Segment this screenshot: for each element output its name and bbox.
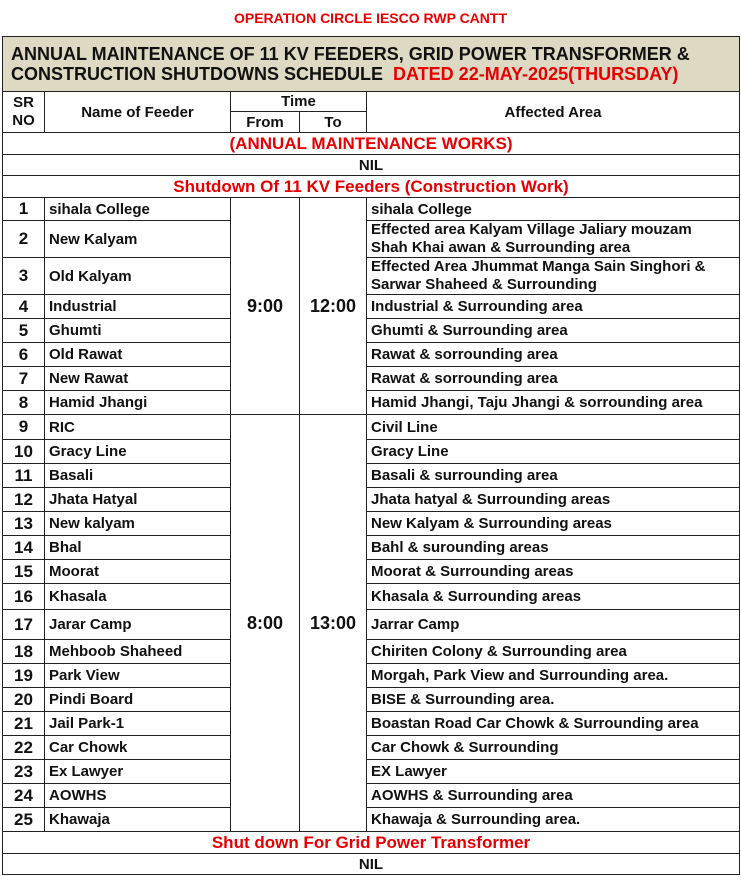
table-row bbox=[3, 664, 740, 688]
table-row bbox=[3, 198, 740, 221]
table-row bbox=[3, 391, 740, 415]
col-time-header: Time bbox=[231, 92, 367, 112]
table-row bbox=[3, 343, 740, 367]
feeder-name: Basali bbox=[45, 464, 231, 488]
feeder-name: Khasala bbox=[45, 584, 231, 610]
annual-nil-row bbox=[3, 155, 740, 176]
table-row bbox=[3, 808, 740, 832]
table-row bbox=[3, 258, 740, 295]
feeder-name: Jarar Camp bbox=[45, 610, 231, 640]
table-row bbox=[3, 367, 740, 391]
affected-area-line-1: Effected area Kalyam Village Jaliary mouzam bbox=[371, 221, 692, 238]
affected-area: Khawaja & Surrounding area. bbox=[367, 808, 740, 832]
affected-area: Rawat & sorrounding area bbox=[367, 367, 740, 391]
sr-number: 5 bbox=[3, 319, 45, 343]
affected-area: Hamid Jhangi, Taju Jhangi & sorrounding area bbox=[367, 391, 740, 415]
section-annual: (ANNUAL MAINTENANCE WORKS) bbox=[3, 133, 740, 155]
feeder-name: Industrial bbox=[45, 295, 231, 319]
grid-nil: NIL bbox=[3, 854, 740, 875]
affected-area: Civil Line bbox=[367, 415, 740, 440]
table-row bbox=[3, 415, 740, 440]
affected-area: Basali & surrounding area bbox=[367, 464, 740, 488]
sr-number: 13 bbox=[3, 512, 45, 536]
time-from: 8:00 bbox=[231, 415, 300, 832]
schedule-table bbox=[2, 36, 740, 875]
sr-number: 17 bbox=[3, 610, 45, 640]
feeder-name: New kalyam bbox=[45, 512, 231, 536]
affected-area: Moorat & Surrounding areas bbox=[367, 560, 740, 584]
feeder-name: New Kalyam bbox=[45, 221, 231, 258]
table-row bbox=[3, 784, 740, 808]
feeder-name: Hamid Jhangi bbox=[45, 391, 231, 415]
sr-number: 9 bbox=[3, 415, 45, 440]
feeder-name: Mehboob Shaheed bbox=[45, 640, 231, 664]
feeder-name: Car Chowk bbox=[45, 736, 231, 760]
affected-area: Bahl & surounding areas bbox=[367, 536, 740, 560]
feeder-name: Khawaja bbox=[45, 808, 231, 832]
affected-area: Morgah, Park View and Surrounding area. bbox=[367, 664, 740, 688]
sr-number: 25 bbox=[3, 808, 45, 832]
affected-area-line-2: Shah Khai awan & Surrounding area bbox=[371, 239, 631, 256]
affected-area: sihala College bbox=[367, 198, 740, 221]
section-grid-row bbox=[3, 832, 740, 854]
feeder-name: Pindi Board bbox=[45, 688, 231, 712]
sr-number: 8 bbox=[3, 391, 45, 415]
affected-area: New Kalyam & Surrounding areas bbox=[367, 512, 740, 536]
table-row bbox=[3, 640, 740, 664]
annual-nil: NIL bbox=[3, 155, 740, 176]
time-to: 12:00 bbox=[300, 198, 367, 415]
table-row bbox=[3, 712, 740, 736]
section-construction-row bbox=[3, 176, 740, 198]
feeder-name: AOWHS bbox=[45, 784, 231, 808]
feeder-name: Ex Lawyer bbox=[45, 760, 231, 784]
feeder-name: Park View bbox=[45, 664, 231, 688]
table-row bbox=[3, 512, 740, 536]
sr-number: 16 bbox=[3, 584, 45, 610]
col-feeder-header: Name of Feeder bbox=[45, 92, 231, 133]
title-line-2: CONSTRUCTION SHUTDOWNS SCHEDULE bbox=[11, 64, 383, 84]
feeder-name: sihala College bbox=[45, 198, 231, 221]
feeder-name: Old Kalyam bbox=[45, 258, 231, 295]
sr-number: 1 bbox=[3, 198, 45, 221]
table-row bbox=[3, 760, 740, 784]
table-row bbox=[3, 736, 740, 760]
affected-area: Boastan Road Car Chowk & Surrounding area bbox=[367, 712, 740, 736]
col-from-header: From bbox=[231, 112, 300, 133]
table-row bbox=[3, 584, 740, 610]
table-row bbox=[3, 560, 740, 584]
affected-area: Chiriten Colony & Surrounding area bbox=[367, 640, 740, 664]
sr-number: 20 bbox=[3, 688, 45, 712]
affected-area: Jhata hatyal & Surrounding areas bbox=[367, 488, 740, 512]
section-grid: Shut down For Grid Power Transformer bbox=[3, 832, 740, 854]
affected-area-line-1: Effected Area Jhummat Manga Sain Singhori & bbox=[371, 258, 706, 275]
affected-area bbox=[367, 221, 740, 258]
affected-area: AOWHS & Surrounding area bbox=[367, 784, 740, 808]
table-row bbox=[3, 488, 740, 512]
affected-area bbox=[367, 258, 740, 295]
time-from: 9:00 bbox=[231, 198, 300, 415]
sr-number: 15 bbox=[3, 560, 45, 584]
feeder-name: Moorat bbox=[45, 560, 231, 584]
title-banner bbox=[3, 37, 740, 92]
table-row bbox=[3, 610, 740, 640]
affected-area: Car Chowk & Surrounding bbox=[367, 736, 740, 760]
sr-number: 23 bbox=[3, 760, 45, 784]
sr-number: 10 bbox=[3, 440, 45, 464]
sr-number: 7 bbox=[3, 367, 45, 391]
affected-area: Gracy Line bbox=[367, 440, 740, 464]
sr-number: 11 bbox=[3, 464, 45, 488]
table-row bbox=[3, 440, 740, 464]
feeder-name: Old Rawat bbox=[45, 343, 231, 367]
sr-number: 6 bbox=[3, 343, 45, 367]
feeder-name: Jail Park-1 bbox=[45, 712, 231, 736]
col-to-header: To bbox=[300, 112, 367, 133]
affected-area: BISE & Surrounding area. bbox=[367, 688, 740, 712]
table-row bbox=[3, 464, 740, 488]
sr-number: 3 bbox=[3, 258, 45, 295]
affected-area: Ghumti & Surrounding area bbox=[367, 319, 740, 343]
sr-number: 18 bbox=[3, 640, 45, 664]
affected-area: Industrial & Surrounding area bbox=[367, 295, 740, 319]
sr-number: 22 bbox=[3, 736, 45, 760]
feeder-name: RIC bbox=[45, 415, 231, 440]
affected-area: EX Lawyer bbox=[367, 760, 740, 784]
table-row bbox=[3, 295, 740, 319]
table-row bbox=[3, 221, 740, 258]
sr-number: 19 bbox=[3, 664, 45, 688]
col-sr-header: SR NO bbox=[3, 92, 45, 133]
affected-area: Rawat & sorrounding area bbox=[367, 343, 740, 367]
feeder-name: Gracy Line bbox=[45, 440, 231, 464]
sr-number: 21 bbox=[3, 712, 45, 736]
table-row bbox=[3, 688, 740, 712]
affected-area: Khasala & Surrounding areas bbox=[367, 584, 740, 610]
feeder-name: Ghumti bbox=[45, 319, 231, 343]
affected-area-line-2: Sarwar Shaheed & Surrounding bbox=[371, 276, 597, 293]
sr-number: 12 bbox=[3, 488, 45, 512]
sr-number: 4 bbox=[3, 295, 45, 319]
sr-number: 14 bbox=[3, 536, 45, 560]
title-line-1: ANNUAL MAINTENANCE OF 11 KV FEEDERS, GRID POWER TRANSFORMER & bbox=[11, 44, 690, 64]
col-area-header: Affected Area bbox=[367, 92, 740, 133]
org-title: OPERATION CIRCLE IESCO RWP CANTT bbox=[233, 10, 507, 26]
grid-nil-row bbox=[3, 854, 740, 875]
feeder-name: Jhata Hatyal bbox=[45, 488, 231, 512]
table-row bbox=[3, 536, 740, 560]
section-construction: Shutdown Of 11 KV Feeders (Construction Work) bbox=[3, 176, 740, 198]
section-annual-row bbox=[3, 133, 740, 155]
feeder-name: Bhal bbox=[45, 536, 231, 560]
affected-area: Jarrar Camp bbox=[367, 610, 740, 640]
title-date: DATED 22-MAY-2025(THURSDAY) bbox=[393, 64, 679, 84]
sr-number: 2 bbox=[3, 221, 45, 258]
sr-number: 24 bbox=[3, 784, 45, 808]
table-row bbox=[3, 319, 740, 343]
time-to: 13:00 bbox=[300, 415, 367, 832]
title-banner-row bbox=[3, 37, 740, 92]
column-header-row bbox=[3, 92, 740, 112]
feeder-name: New Rawat bbox=[45, 367, 231, 391]
